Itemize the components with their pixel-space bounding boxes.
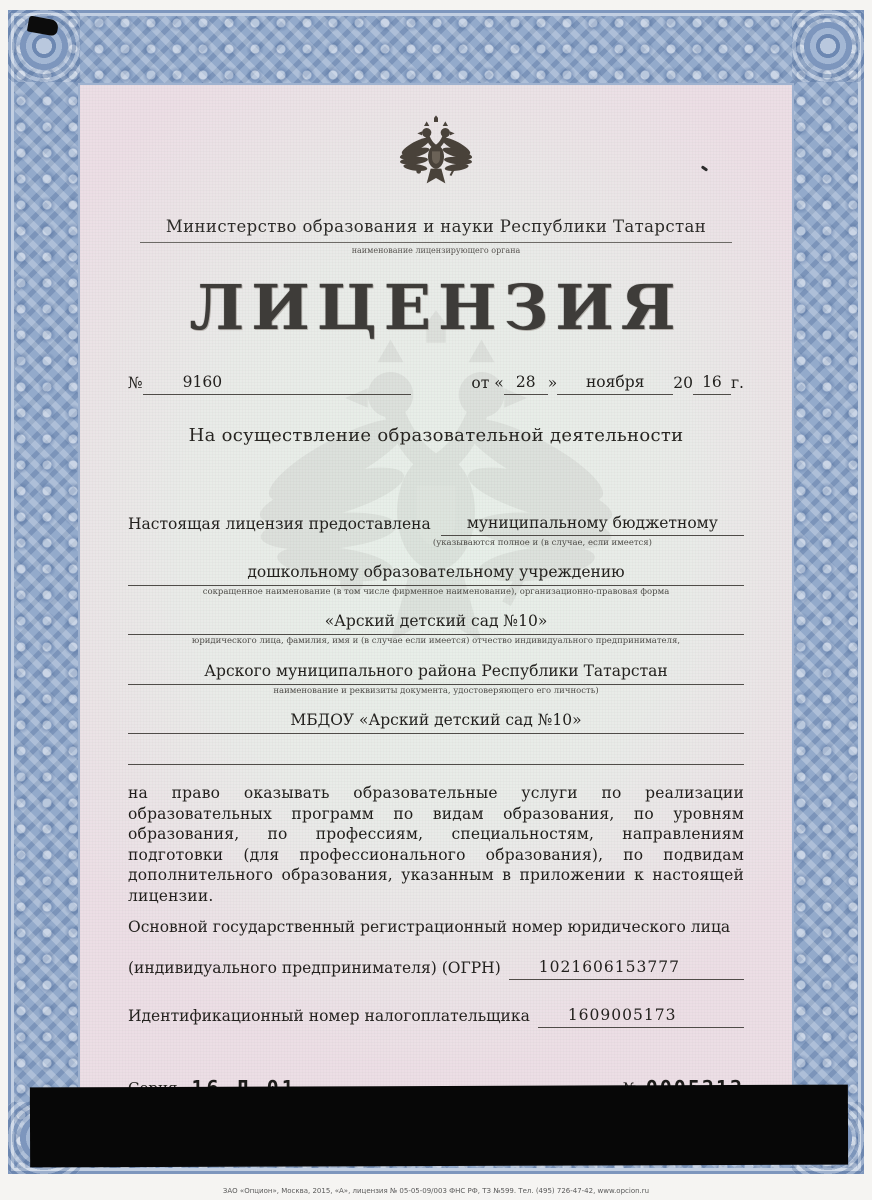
ogrn-value: 1021606153777 xyxy=(509,958,744,980)
date-prefix: от « xyxy=(471,374,504,392)
field-caption: юридического лица, фамилия, имя и (в случае если имеется) отчество индивидуального предпринимателя, xyxy=(191,636,681,647)
license-subtitle: На осуществление образовательной деятельности xyxy=(188,425,684,446)
redaction-bar xyxy=(30,1085,848,1168)
date-close-quote: » xyxy=(547,374,558,392)
grantee-value: муниципальному бюджетному xyxy=(441,514,744,536)
issuer-name: Министерство образования и науки Республики Татарстан xyxy=(140,217,732,243)
grantee-row xyxy=(128,514,744,548)
date-year-value: 16 xyxy=(693,373,731,395)
license-date-group xyxy=(471,373,744,395)
issuer-caption: наименование лицензирующего органа xyxy=(351,246,521,255)
ogrn-heading: Основной государственный регистрационный номер юридического лица xyxy=(128,918,731,937)
ogrn-row xyxy=(128,958,744,980)
license-sheet xyxy=(80,85,792,1115)
license-number-sign: № xyxy=(128,374,143,392)
field-org-type xyxy=(128,564,744,597)
inn-label: Идентификационный номер налогоплательщика xyxy=(128,1007,530,1026)
date-day-value: 28 xyxy=(504,373,548,395)
date-year-prefix: 20 xyxy=(673,374,693,392)
grantee-caption: (указываются полное и (в случае, если имеется) xyxy=(432,538,652,548)
license-content xyxy=(80,85,792,1100)
field-value: Арского муниципального района Республики Татарстан xyxy=(128,663,744,685)
grantee-label: Настоящая лицензия предоставлена xyxy=(128,515,431,533)
license-number-value: 9160 xyxy=(143,373,411,395)
document-title: ЛИЦЕНЗИЯ xyxy=(189,271,683,344)
printer-imprint: ЗАО «Опцион», Москва, 2015, «А», лицензия № 05-05-09/003 ФНС РФ, ТЗ №599. Тел. (495) 726-47-42, www.opcion.ru xyxy=(222,1187,650,1195)
date-suffix: г. xyxy=(730,374,744,392)
license-number-row xyxy=(128,373,744,395)
ogrn-label: (индивидуального предпринимателя) (ОГРН) xyxy=(128,959,501,978)
field-caption: наименование и реквизиты документа, удостоверяющего его личность) xyxy=(273,685,599,696)
field-org-name xyxy=(128,613,744,646)
date-month-value: ноября xyxy=(557,373,673,395)
field-org-district xyxy=(128,663,744,696)
rights-paragraph: на право оказывать образовательные услуги по реализации образовательных программ по видам образования, по уровням образования, по профессиям, специальностям, направлениям подготовки (для профессионального образования), по подвидам дополнительного образования, указанным в приложении к настоящей лицензии. xyxy=(128,784,744,905)
issuer-block xyxy=(128,217,744,255)
border-corner-ornament xyxy=(792,10,864,82)
field-value: «Арский детский сад №10» xyxy=(128,613,744,635)
coat-of-arms-emblem xyxy=(396,109,476,195)
field-value: МБДОУ «Арский детский сад №10» xyxy=(128,712,744,734)
inn-row xyxy=(128,1006,744,1028)
inn-value: 1609005173 xyxy=(538,1006,744,1028)
field-org-short-name xyxy=(128,712,744,734)
empty-ruled-line xyxy=(128,762,744,765)
field-value: дошкольному образовательному учреждению xyxy=(128,564,744,586)
field-caption: сокращенное наименование (в том числе фирменное наименование), организационно-правовая форма xyxy=(202,587,670,598)
